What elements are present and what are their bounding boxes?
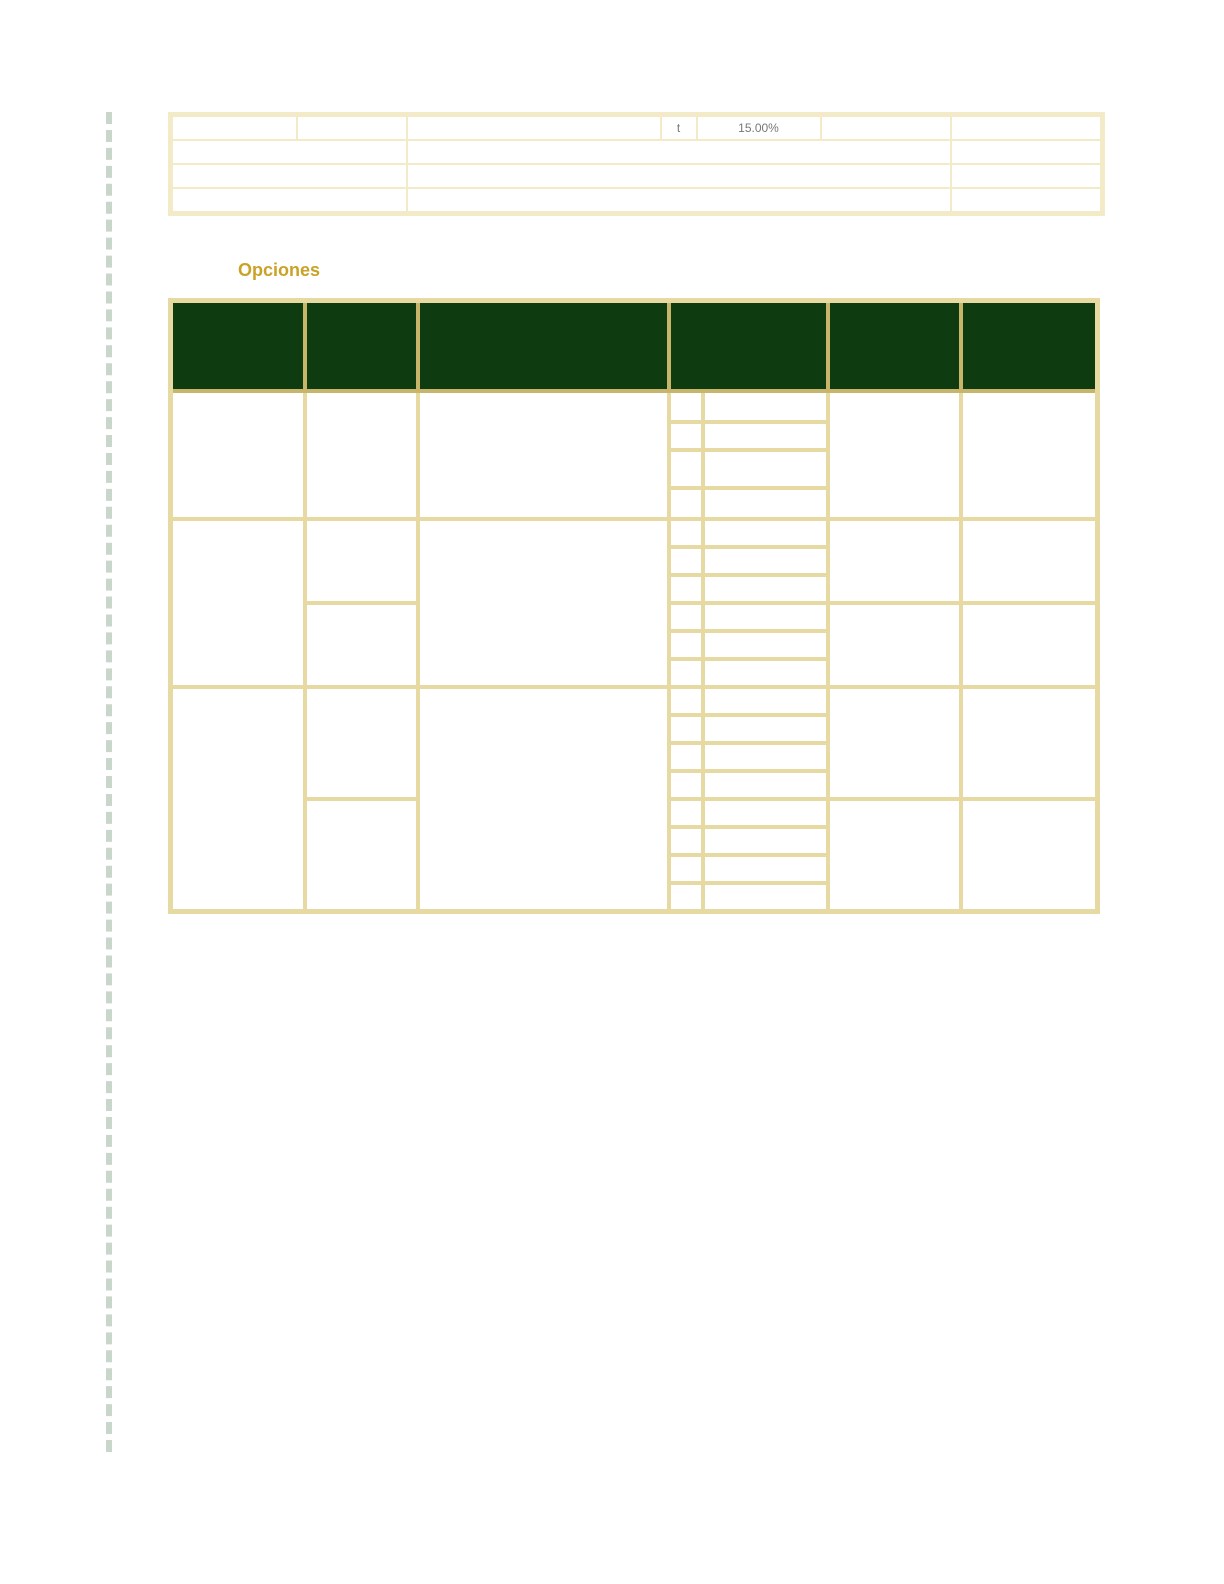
vp-cell xyxy=(828,603,961,687)
table-header-row xyxy=(171,301,1098,392)
period-cell xyxy=(305,799,418,911)
param-value: 15.00% xyxy=(697,115,821,141)
method-cell xyxy=(171,687,306,911)
table-row xyxy=(171,519,1098,547)
param-value xyxy=(703,603,828,631)
param-value xyxy=(703,771,828,799)
param-value xyxy=(703,631,828,659)
vp-cell xyxy=(828,687,961,799)
param-symbol xyxy=(669,575,703,603)
param-symbol xyxy=(669,855,703,883)
period-cell xyxy=(305,391,418,519)
param-value xyxy=(703,547,828,575)
param-value xyxy=(703,827,828,855)
param-symbol xyxy=(669,827,703,855)
table-row xyxy=(171,164,1103,188)
param-value xyxy=(703,450,828,488)
formula-cell xyxy=(418,519,669,687)
param-symbol xyxy=(669,391,703,422)
param-value xyxy=(703,855,828,883)
param-symbol xyxy=(669,771,703,799)
margin-dashed-rule xyxy=(106,112,112,1452)
param-value xyxy=(703,715,828,743)
param-symbol: t xyxy=(661,115,697,141)
table-row xyxy=(171,140,1103,164)
param-symbol xyxy=(669,422,703,450)
param-value xyxy=(703,488,828,519)
row-label xyxy=(171,164,407,188)
param-symbol xyxy=(669,519,703,547)
header-params xyxy=(669,301,828,392)
method-cell xyxy=(171,391,306,519)
total-cell xyxy=(961,391,1098,519)
param-symbol xyxy=(669,715,703,743)
param-symbol xyxy=(669,687,703,715)
table-row xyxy=(171,188,1103,214)
vp-cell xyxy=(828,799,961,911)
param-symbol xyxy=(669,799,703,827)
period-cell xyxy=(305,519,418,603)
param-value xyxy=(703,391,828,422)
vp-cell xyxy=(828,391,961,519)
row-value xyxy=(951,188,1103,214)
period-cell xyxy=(305,603,418,687)
param-symbol xyxy=(669,603,703,631)
param-value xyxy=(703,687,828,715)
page-sheet xyxy=(168,112,1100,280)
header-total xyxy=(961,301,1098,392)
param-value xyxy=(703,799,828,827)
header-formula xyxy=(418,301,669,392)
formula-cell xyxy=(418,687,669,911)
row-label xyxy=(171,188,407,214)
table-row xyxy=(171,115,1103,141)
table-row xyxy=(171,687,1098,715)
param-symbol xyxy=(669,488,703,519)
param-symbol xyxy=(669,631,703,659)
options-table xyxy=(168,298,1100,914)
param-value xyxy=(703,659,828,687)
param-value xyxy=(703,575,828,603)
param-value xyxy=(703,422,828,450)
period-cell xyxy=(305,687,418,799)
top-continuation-table xyxy=(168,112,1105,216)
param-symbol xyxy=(669,659,703,687)
param-symbol xyxy=(669,450,703,488)
formula-cell xyxy=(418,391,669,519)
row-label xyxy=(171,140,407,164)
total-cell xyxy=(961,519,1098,603)
param-symbol xyxy=(669,743,703,771)
param-symbol xyxy=(669,883,703,911)
total-cell xyxy=(961,687,1098,799)
header-period xyxy=(305,301,418,392)
param-value xyxy=(703,883,828,911)
param-symbol xyxy=(669,547,703,575)
param-value xyxy=(703,743,828,771)
header-vp xyxy=(828,301,961,392)
row-value xyxy=(951,140,1103,164)
section-heading: Opciones xyxy=(238,260,321,280)
header-method xyxy=(171,301,306,392)
total-cell xyxy=(961,799,1098,911)
table-row xyxy=(171,391,1098,422)
total-cell xyxy=(961,603,1098,687)
row-value xyxy=(951,164,1103,188)
vp-cell xyxy=(828,519,961,603)
method-cell xyxy=(171,519,306,687)
param-value xyxy=(703,519,828,547)
